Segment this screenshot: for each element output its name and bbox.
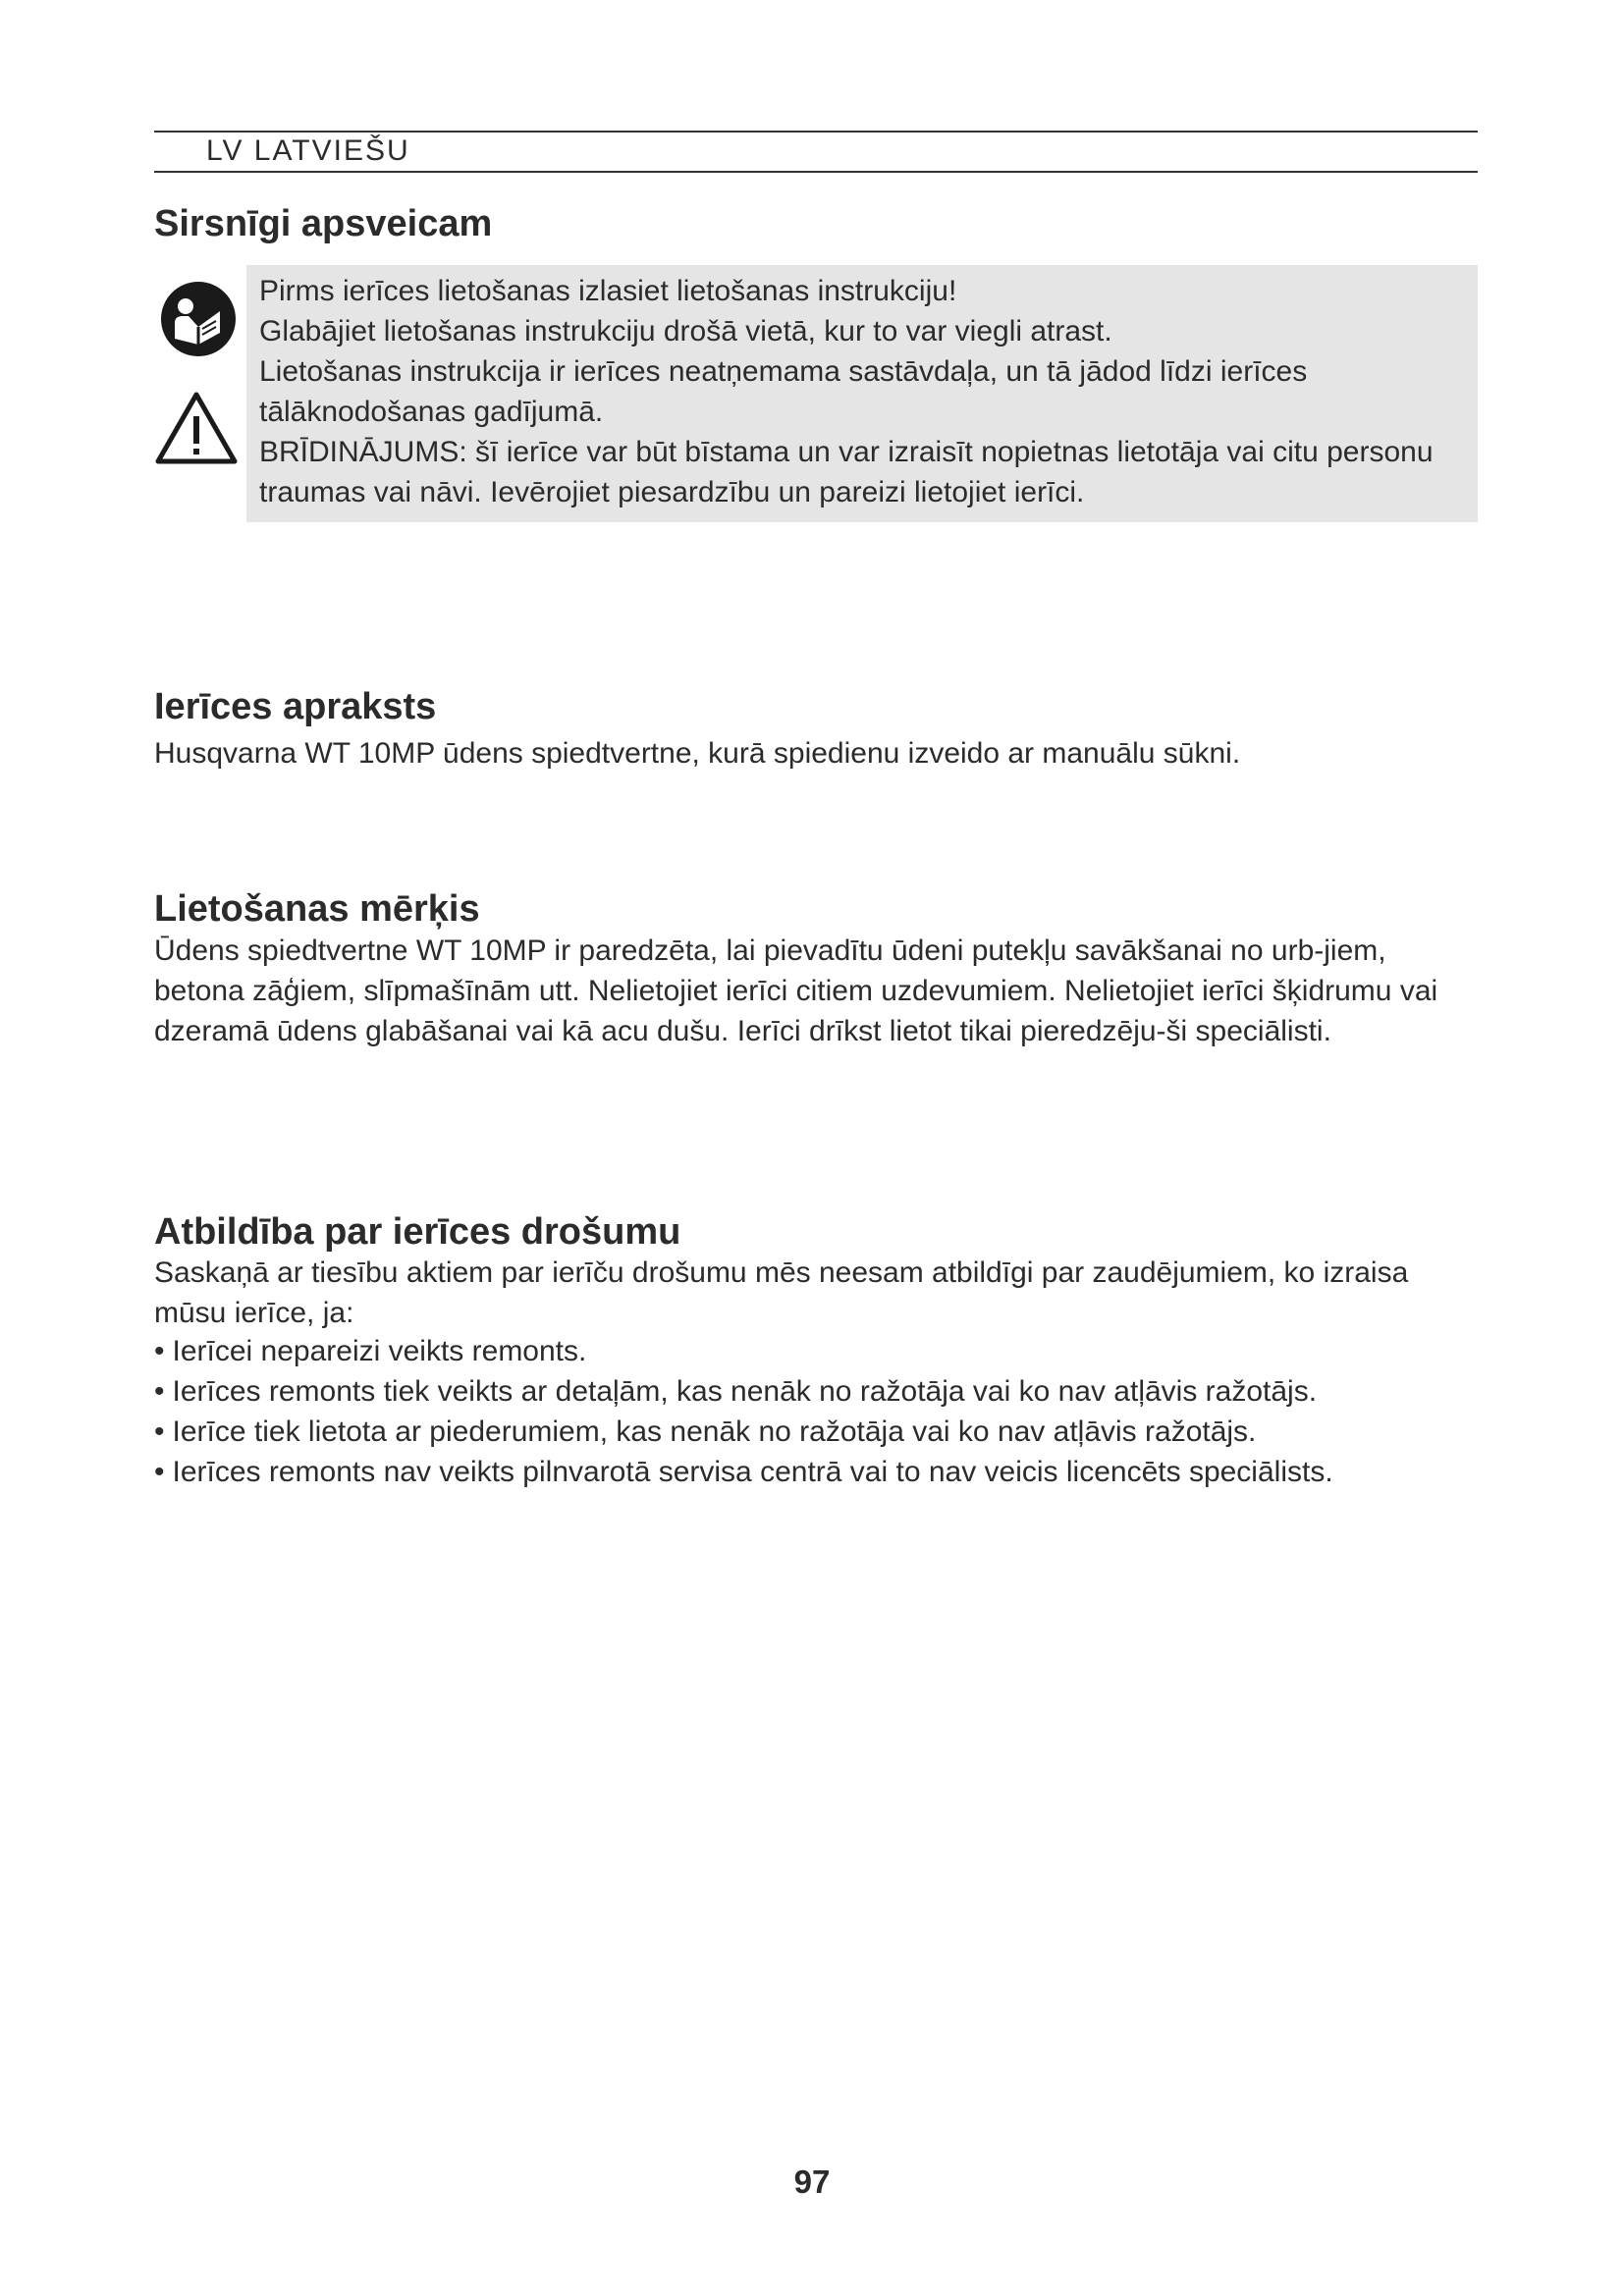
welcome-warning: BRĪDINĀJUMS: šī ierīce var būt bīstama un var izraisīt nopietnas lietotāja vai citu personu traumas vai nāvi. Ievērojiet piesardzību un pareizi lietojiet ierīci. bbox=[259, 436, 1434, 508]
welcome-line-3: Lietošanas instrukcija ir ierīces neatņemama sastāvdaļa, un tā jādod līdzi ierīces tālāknodošanas gadījumā. bbox=[259, 355, 1308, 428]
purpose-text: Ūdens spiedtvertne WT 10MP ir paredzēta, lai pievadītu ūdeni putekļu savākšanai no urb-jiem, betona zāģiem, slīpmašīnām utt. Nelietojiet ierīci citiem uzdevumiem. Nelietojiet ierīci šķidrumu vai dzeramā ūdens glabāšanai vai kā acu dušu. Ierīci drīkst lietot tikai pieredzēju-ši speciālisti. bbox=[154, 934, 1438, 1047]
header-bottom-rule bbox=[154, 171, 1478, 173]
list-item: • Ierīce tiek lietota ar piederumiem, kas nenāk no ražotāja vai ko nav atļāvis ražotājs. bbox=[154, 1412, 1333, 1452]
read-manual-icon bbox=[159, 280, 238, 363]
description-text: Husqvarna WT 10MP ūdens spiedtvertne, kurā spiedienu izveido ar manuālu sūkni. bbox=[154, 737, 1241, 770]
welcome-line-1: Pirms ierīces lietošanas izlasiet lietošanas instrukciju! bbox=[259, 275, 957, 307]
liability-title: Atbildība par ierīces drošumu bbox=[154, 1211, 681, 1253]
warning-triangle-icon bbox=[154, 391, 239, 470]
language-label: LV LATVIEŠU bbox=[206, 134, 410, 167]
welcome-line-2: Glabājiet lietošanas instrukciju drošā vietā, kur to var viegli atrast. bbox=[259, 315, 1112, 347]
description-title: Ierīces apraksts bbox=[154, 686, 437, 727]
purpose-title: Lietošanas mērķis bbox=[154, 888, 480, 930]
liability-list bbox=[154, 1331, 1333, 1492]
list-item: • Ierīcei nepareizi veikts remonts. bbox=[154, 1331, 1333, 1371]
liability-intro: Saskaņā ar tiesību aktiem par ierīču drošumu mēs neesam atbildīgi par zaudējumiem, ko izraisa mūsu ierīce, ja: bbox=[154, 1256, 1409, 1329]
page-number: 97 bbox=[793, 2163, 831, 2200]
header-top-rule bbox=[154, 131, 1478, 133]
list-item: • Ierīces remonts tiek veikts ar detaļām, kas nenāk no ražotāja vai ko nav atļāvis ražotājs. bbox=[154, 1371, 1333, 1412]
welcome-info-box bbox=[246, 265, 1478, 522]
welcome-title: Sirsnīgi apsveicam bbox=[154, 203, 493, 244]
list-item: • Ierīces remonts nav veikts pilnvarotā servisa centrā vai to nav veicis licencēts speciālists. bbox=[154, 1452, 1333, 1492]
